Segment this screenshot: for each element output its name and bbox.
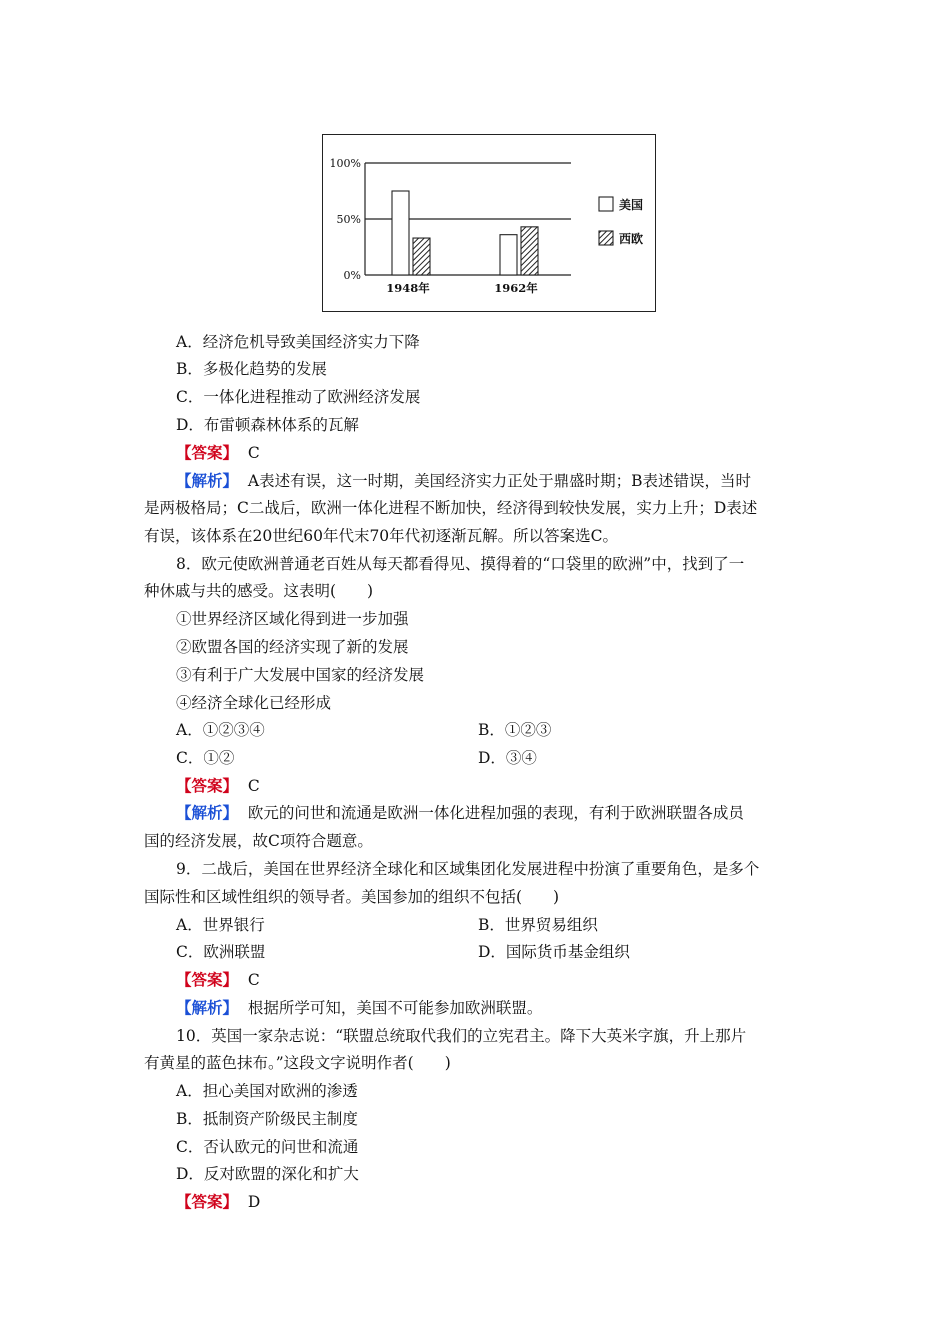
legend-swatch: [599, 197, 613, 211]
q10-option-c: C．否认欧元的问世和流通: [176, 1138, 359, 1156]
answer-tag: 【答案】: [176, 443, 239, 462]
analysis-tag: 【解析】: [176, 803, 239, 822]
q10-stem-line-2: 有黄星的蓝色抹布。”这段文字说明作者( ): [144, 1054, 451, 1072]
answer-tag: 【答案】: [176, 1192, 239, 1211]
q8-item-2: ②欧盟各国的经济实现了新的发展: [176, 638, 409, 656]
q8-item-3: ③有利于广大发展中国家的经济发展: [176, 666, 425, 684]
q8-stem-line-1: 8．欧元使欧洲普通老百姓从每天都看得见、摸得着的“口袋里的欧洲”中，找到了一: [176, 555, 745, 573]
analysis-text: A表述有误，这一时期，美国经济实力正处于鼎盛时期；B表述错误，当时: [247, 472, 751, 490]
q8-option-c: C．①②: [176, 749, 235, 767]
bar-chart: [322, 134, 656, 312]
q7-analysis-line-2: 是两极格局；C二战后，欧洲一体化进程不断加快，经济得到较快发展，实力上升；D表述: [144, 499, 758, 517]
bar-美国-1962年: [500, 235, 517, 275]
q8-item-4: ④经济全球化已经形成: [176, 694, 332, 712]
chart-svg: [323, 135, 654, 310]
q9-option-b: B．世界贸易组织: [478, 916, 598, 934]
q8-option-d: D．③④: [478, 749, 537, 767]
answer-value: C: [247, 971, 260, 989]
q9-analysis-line-1: [176, 997, 542, 1019]
q7-answer: [176, 442, 260, 464]
q7-option-d: D．布雷顿森林体系的瓦解: [176, 416, 359, 434]
q8-stem-line-2: 种休戚与共的感受。这表明( ): [144, 582, 374, 600]
q7-option-a: A．经济危机导致美国经济实力下降: [176, 333, 420, 351]
q10-stem-line-1: 10．英国一家杂志说：“联盟总统取代我们的立宪君主。降下大英米字旗，升上那片: [176, 1027, 747, 1045]
q8-analysis-line-1: [176, 802, 744, 824]
q8-option-b: B．①②③: [478, 721, 552, 739]
y-tick-label: 50%: [336, 213, 361, 226]
q10-answer: [176, 1191, 260, 1213]
bar-西欧-1948年: [413, 238, 430, 275]
q8-answer: [176, 775, 260, 797]
q10-option-b: B．抵制资产阶级民主制度: [176, 1110, 358, 1128]
analysis-tag: 【解析】: [176, 471, 239, 490]
q9-option-c: C．欧洲联盟: [176, 943, 266, 961]
legend-label: 西欧: [619, 232, 644, 246]
analysis-text: 根据所学可知，美国不可能参加欧洲联盟。: [247, 999, 543, 1017]
answer-tag: 【答案】: [176, 970, 239, 989]
q8-option-a: A．①②③④: [176, 721, 265, 739]
q9-option-d: D．国际货币基金组织: [478, 943, 630, 961]
y-tick-label: 0%: [343, 269, 361, 282]
y-tick-label: 100%: [329, 157, 361, 170]
q10-option-d: D．反对欧盟的深化和扩大: [176, 1165, 359, 1183]
legend-label: 美国: [619, 198, 644, 212]
analysis-text: 欧元的问世和流通是欧洲一体化进程加强的表现，有利于欧洲联盟各成员: [247, 804, 744, 822]
q9-answer: [176, 969, 260, 991]
answer-value: C: [247, 444, 260, 462]
x-tick-label: 1962年: [494, 281, 538, 295]
q10-option-a: A．担心美国对欧洲的渗透: [176, 1082, 358, 1100]
legend-swatch: [599, 231, 613, 245]
q7-option-b: B．多极化趋势的发展: [176, 360, 327, 378]
bar-美国-1948年: [392, 191, 409, 275]
answer-value: D: [247, 1193, 261, 1211]
q7-option-c: C．一体化进程推动了欧洲经济发展: [176, 388, 421, 406]
answer-value: C: [247, 777, 260, 795]
x-tick-label: 1948年: [386, 281, 430, 295]
q8-item-1: ①世界经济区域化得到进一步加强: [176, 610, 409, 628]
q9-stem-line-1: 9．二战后，美国在世界经济全球化和区域集团化发展进程中扮演了重要角色，是多个: [176, 860, 760, 878]
q8-analysis-line-2: 国的经济发展，故C项符合题意。: [144, 832, 373, 850]
q7-analysis-line-3: 有误，该体系在20世纪60年代末70年代初逐渐瓦解。所以答案选C。: [144, 527, 619, 545]
analysis-tag: 【解析】: [176, 998, 239, 1017]
q7-analysis-line-1: [176, 470, 751, 492]
q9-stem-line-2: 国际性和区域性组织的领导者。美国参加的组织不包括( ): [144, 888, 560, 906]
answer-tag: 【答案】: [176, 776, 239, 795]
q9-option-a: A．世界银行: [176, 916, 265, 934]
bar-西欧-1962年: [521, 227, 538, 275]
